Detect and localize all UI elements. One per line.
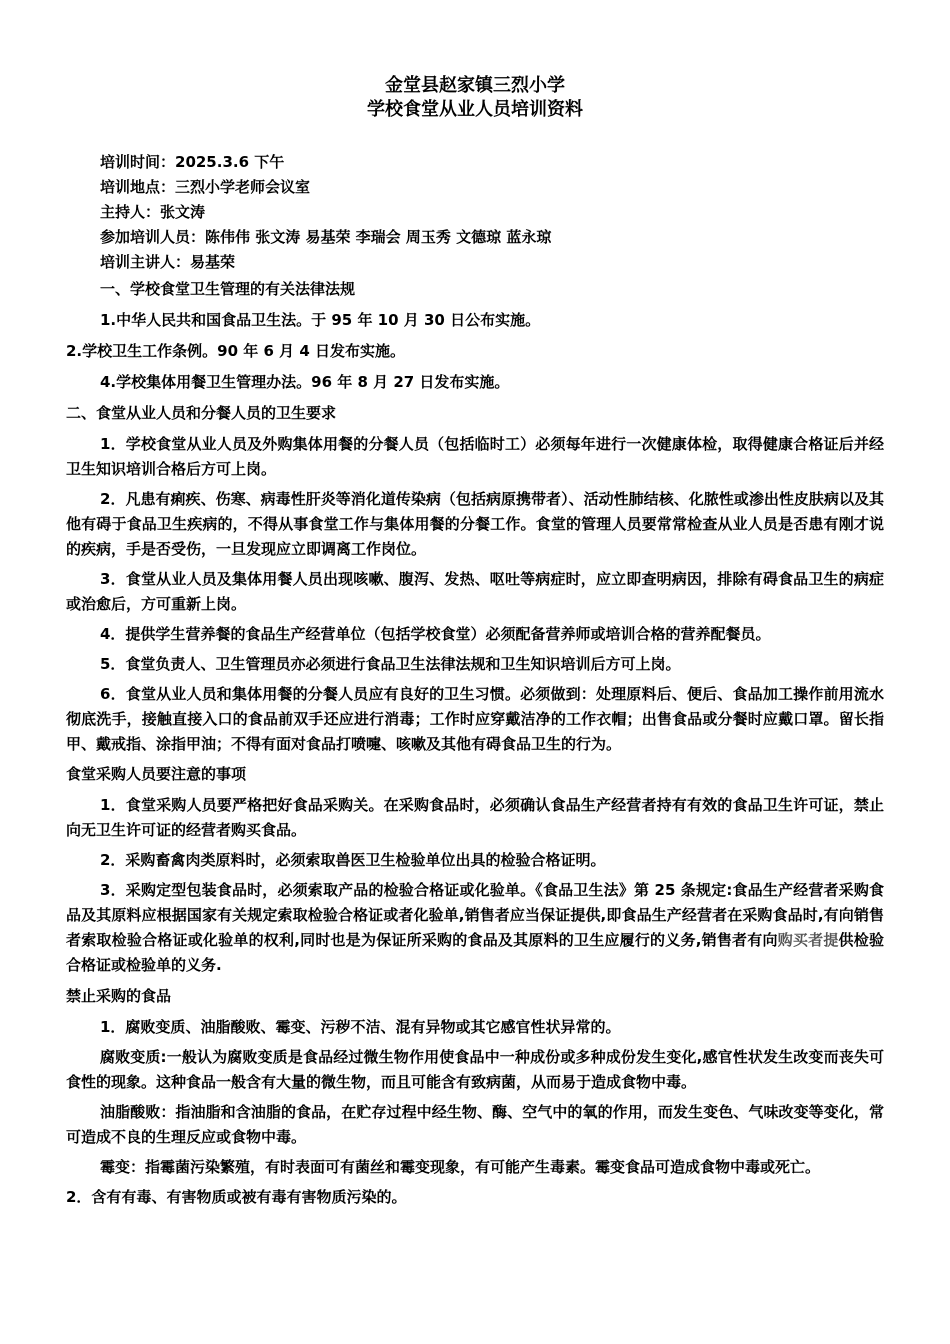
section4-heading: 禁止采购的食品 [66,987,172,1005]
section1-heading: 一、学校食堂卫生管理的有关法律法规 [100,280,356,298]
document-title-line2: 学校食堂从业人员培训资料 [367,99,583,120]
section3-heading: 食堂采购人员要注意的事项 [66,765,247,783]
document-title-line1: 金堂县赵家镇三烈小学 [385,75,565,96]
hygiene-item-5: 5．食堂负责人、卫生管理员亦必须进行食品卫生法律法规和卫生知识培训后方可上岗。 [100,655,681,673]
meta-block [66,150,884,275]
purchase-item-3-text: 3．采购定型包装食品时，必须索取产品的检验合格证或化验单。《食品卫生法》第 25 条规定:食品生产经营者采购食品及其原料应根据国家有关规定索取检验合格证或者化验单,销售者应当保证提供,即食品生产经营者在采购食品时,有向销售者索取检验合格证或化验单的权利,同时也是为保证所采购的食品及其原料的卫生应履行的义务,销售者有向 [66,881,884,949]
training-time: 培训时间：2025.3.6 下午 [100,153,285,171]
hygiene-item-3: 3．食堂从业人员及集体用餐人员出现咳嗽、腹泻、发热、呕吐等病症时，应立即查明病因，排除有碍食品卫生的病症或治愈后，方可重新上岗。 [66,570,884,613]
definition-mildew: 霉变：指霉菌污染繁殖，有时表面可有菌丝和霉变现象，有可能产生毒素。霉变食品可造成食物中毒或死亡。 [100,1158,821,1176]
purchase-item-3-tail: 供检验合格证或检验单的义务. [66,931,884,974]
section2-heading: 二、食堂从业人员和分餐人员的卫生要求 [66,404,337,422]
law-item-2: 2.学校卫生工作条例。90 年 6 月 4 日发布实施。 [66,342,405,360]
law-item-4: 4.学校集体用餐卫生管理办法。96 年 8 月 27 日发布实施。 [100,373,510,391]
speaker: 培训主讲人：易基荣 [100,253,236,271]
definition-rancidity: 油脂酸败：指油脂和含油脂的食品，在贮存过程中经生物、酶、空气中的氧的作用，而发生变色、气味改变等变化，常可造成不良的生理反应或食物中毒。 [66,1103,884,1146]
host: 主持人：张文涛 [100,203,206,221]
purchase-item-1: 1．食堂采购人员要严格把好食品采购关。在采购食品时，必须确认食品生产经营者持有有效的食品卫生许可证，禁止向无卫生许可证的经营者购买食品。 [66,796,884,839]
banned-item-1: 1．腐败变质、油脂酸败、霉变、污秽不洁、混有异物或其它感官性状异常的。 [100,1018,621,1036]
purchase-item-3 [66,878,884,978]
participants: 参加培训人员：陈伟伟 张文涛 易基荣 李瑞会 周玉秀 文德琼 蓝永琼 [100,228,552,246]
definition-spoilage: 腐败变质:一般认为腐败变质是食品经过微生物作用使食品中一种成份或多种成份发生变化,感官性状发生改变而丧失可食性的现象。这种食品一般含有大量的微生物，而且可能含有致病菌，从而易于造成食物中毒。 [66,1048,884,1091]
training-place: 培训地点：三烈小学老师会议室 [100,178,311,196]
hygiene-item-2: 2．凡患有痢疾、伤寒、病毒性肝炎等消化道传染病（包括病原携带者）、活动性肺结核、化脓性或渗出性皮肤病以及其他有碍于食品卫生疾病的，不得从事食堂工作与集体用餐的分餐工作。食堂的管理人员要常常检查从业人员是否患有刚才说的疾病，手是否受伤，一旦发现应立即调离工作岗位。 [66,490,884,558]
document-page [66,74,884,1215]
banned-item-2: 2．含有有毒、有害物质或被有毒有害物质污染的。 [66,1188,407,1206]
hygiene-item-6: 6．食堂从业人员和集体用餐的分餐人员应有良好的卫生习惯。必须做到：处理原料后、便后、食品加工操作前用流水彻底洗手，接触直接入口的食品前双手还应进行消毒；工作时应穿戴洁净的工作衣帽；出售食品或分餐时应戴口罩。留长指甲、戴戒指、涂指甲油；不得有面对食品打喷嚏、咳嗽及其他有碍食品卫生的行为。 [66,685,884,753]
law-item-1: 1.中华人民共和国食品卫生法。于 95 年 10 月 30 日公布实施。 [100,311,541,329]
purchase-item-3-highlight: 购买者提 [777,931,839,949]
hygiene-item-4: 4．提供学生营养餐的食品生产经营单位（包括学校食堂）必须配备营养师或培训合格的营养配餐员。 [100,625,771,643]
hygiene-item-1: 1．学校食堂从业人员及外购集体用餐的分餐人员（包括临时工）必须每年进行一次健康体检，取得健康合格证后并经卫生知识培训合格后方可上岗。 [66,435,884,478]
purchase-item-2: 2．采购畜禽肉类原料时，必须索取兽医卫生检验单位出具的检验合格证明。 [100,851,606,869]
